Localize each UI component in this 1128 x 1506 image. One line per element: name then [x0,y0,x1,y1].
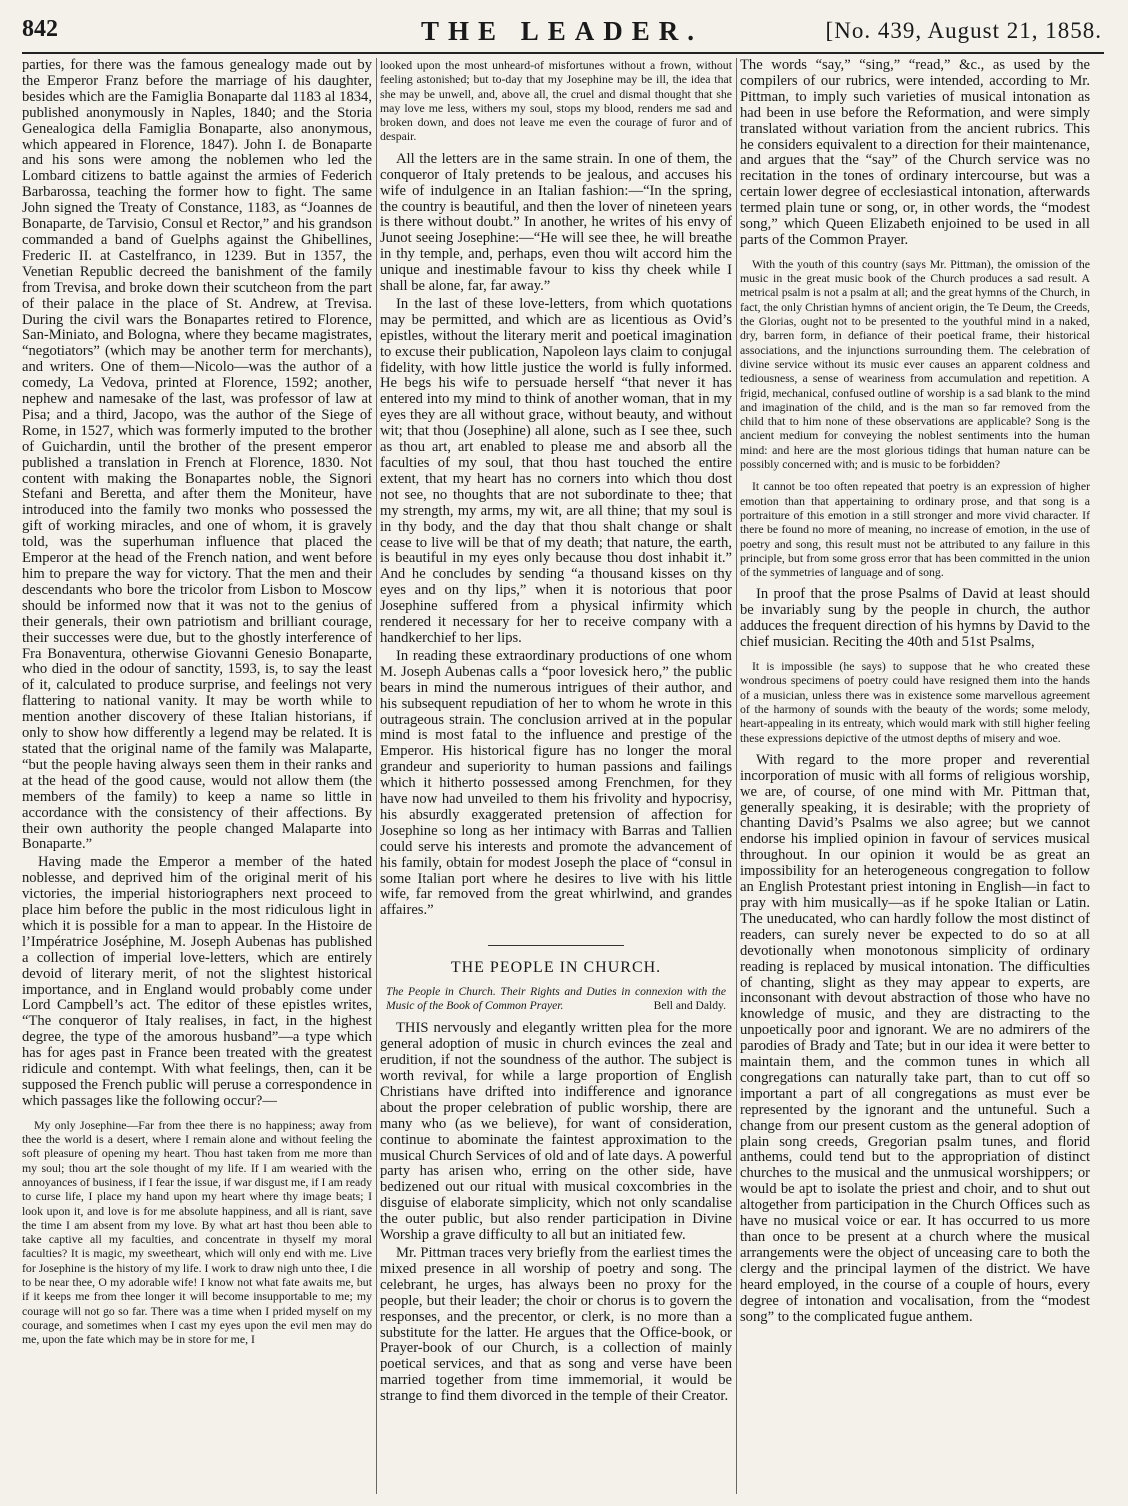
article-paragraph: Having made the Emperor a member of the hated noblesse, and deprived him of the original merit of his victories, the imperial historiographers next proceed to place him before the public in the most ridiculous light in which it is possible for a man to appear. In the Histoire de l’Impératrice Joséphine, M. Joseph Aubenas has published a collection of imperial love-letters, which are entirely devoid of literary merit, of not the slightest historical importance, and in England would probably come under Lord Campbell’s act. The editor of these epistles writes, “The conqueror of Italy realises, in fact, in the highest degree, the type of the amorous husband”—a type which has for ages past in France been treated with the greatest ridicule and contempt. With what feelings, then, can it be supposed the French public will peruse a correspondence in which passages like the following occur?— [22,854,372,1109]
column-divider [736,58,737,1494]
page-number: 842 [22,16,58,42]
review-paragraph: The words “say,” “sing,” “read,” &c., as used by the compilers of our rubrics, were intended, according to Mr. Pittman, to imply such varieties of musical intonation as had been in use before the Reformation, and were simply translated without variation from the ancient rubrics. This he considers equivalent to a direction for their maintenance, and argues that the “say” of the Church service was no recitation in the tones of ordinary intercourse, but was a certain lower degree of ecclesiastical intonation, afterwards termed plain tune or song, or, in other words, the “modest song,” which Queen Elizabeth enjoined to be used in all parts of the Common Prayer. [740,58,1090,248]
article-paragraph: In the last of these love-letters, from which quotations may be permitted, and which are as licentious as Ovid’s epistles, without the literary merit and poetical imagination to excuse their publication, Napoleon lays claim to conjugal fidelity, with how little justice the world is fully informed. He begs his wife to persuade herself “that never it has entered into my mind to think of another woman, that in my eyes they are all without grace, without beauty, and without wit; that thou (Josephine) all alone, such as I see thee, such as thou art, art enabled to please me and absorb all the faculties of my soul, that thou hast touched the entire extent, that my heart has no corners into which thou dost not see, no thoughts that are not subordinate to thee; that my strength, my arms, my wit, are all thine; that my soul is in thy body, and the day that thou shalt change or shalt cease to live will be that of my death; that nature, the earth, is beautiful in my eyes only because thou dost inhabit it.” And he concludes by sending “a thousand kisses on thy eyes and on thy lips,” when it is notorious that poor Josephine suffered from a physical infirmity which rendered it necessary for her to receive company with a handkerchief to her lips. [380,295,732,646]
book-publisher: Bell and Daldy. [653,999,726,1013]
quoted-letter: My only Josephine—Far from thee there is no happiness; away from thee the world is a desert, where I remain alone and without feeling the soft pleasure of opening my heart. Thou hast taken from me more than my soul; thou art the sole thought of my life. If I am wearied with the annoyances of business, if I fear the issue, if war disgust me, if I am ready to curse life, I place my hand upon my heart where thy image beats; I look upon it, and love is for me absolute happiness, and all is riant, save the time I am absent from my love. By what art hast thou been able to take captive all my faculties, and concentrate in thyself my moral faculties? It is magic, my sweetheart, which will only end with me. Live for Josephine is the history of my life. I work to draw nigh unto thee, I die to be near thee, O my adorable wife! I know not what fate awaits me, but if it keeps me from thee longer it will become insupportable to me; my courage will not go so far. There was a time when I prided myself on my courage, and sometimes when I cast my eyes upon the evil men may do me, upon the fate which may be in store for me, I [22,1117,372,1347]
article-paragraph: parties, for there was the famous genealogy made out by the Emperor Franz before the marriage of his daughter, besides which are the Famiglia Bonaparte dal 1183 al 1834, published anonymously in Naples, 1840; and the Storia Genealogica della Famiglia Bonaparte, also anonymous, which appeared in Florence, 1847). John I. de Bonaparte and his sons were among the noblemen who led the Lombard citizens to battle against the armies of Federich Barbarossa, teaching the former how to fight. The same John signed the Treaty of Constance, 1183, as “Joannes de Bonaparte, de Tarvisio, Consul et Rector,” and his grandson commanded a band of Guelphs against the Ghibellines, Frederic II. at Castelfranco, in 1239. But in 1357, the Venetian Republic decreed the banishment of the family from Trevisa, and broke down their scutcheon from the part of their palace in the place of St. Andrew, at Trevisa. During the civil wars the Bonapartes retired to Florence, San-Miniato, and Bologna, where they became magistrates, “negotiators” (which may be another term for merchants), and writers. One of them—Nicolo—was the author of a comedy, La Vedova, printed at Florence, 1592; another, nephew and namesake of the last, was professor of law at Pisa; and a third, Jacopo, was the author of the Siege of Rome, in 1527, which was formerly imputed to the brother of Guichardin, until the brother of the present emperor published a translation in French at Florence, 1830. Not content with making the Bonapartes noble, the Signori Stefani and Beretta, and after them the Moniteur, have introduced into the family two monks who possessed the gift of working miracles, and one of whom, it is gravely told, was the superhuman influence that placed the Emperor at the head of the French nation, and went before him to prepare the way for victory. That the men and their descendants who bore the tricolor from Lisbon to Moscow should be informed now that it was not to the genius of their generals, their own patriotism and brilliant courage, their successes were due, but to the ghostly interference of Fra Bonaventura, otherwise Giovanni Genesio Bonaparte, who died in the odour of sanctity, 1593, is, to say the least of it, calculated to produce surprise, and feelings not very flattering to national vanity. It may be worth while to mention another discovery of these Italian historians, if only to show how differently a legend may be related. It is stated that the original name of the family was Malaparte, “but the people having always seen them in their ranks and at the head of the good cause, would not allow them (the members of the family) to keep a name so little in accordance with the consistency of their affections. By their own authority the people changed Malaparte into Bonaparte.” [22,58,372,853]
article-paragraph: In reading these extraordinary productions of one whom M. Joseph Aubenas calls a “poor lovesick hero,” the public bears in mind the numerous intrigues of their author, and his subsequent repudiation of her to whom he wrote in this outrageous strain. The conclusion arrived at in the popular mind is most fatal to the influence and prestige of the Emperor. His historical figure has no longer the moral grandeur and superiority to human passions and failings which it hitherto possessed among Frenchmen, for they have now had unveiled to them his frivolity and hypocrisy, his absurdly exaggerated pretension of affection for Josephine so long as her intimacy with Barras and Tallien could serve his interests and promote the advancement of his family, obtain for modest Joseph the place of “consul in some Italian port where he desires to live with his little wife, far removed from the great whirlwind, and grandes affaires.” [380,647,732,919]
column-1 [22,58,372,1498]
masthead-title: THE LEADER. [420,16,704,46]
book-reference [386,985,726,1013]
block-quote: With the youth of this country (says Mr. Pittman), the omission of the music in the great music book of the Church produces a sad result. A metrical psalm is not a psalm at all; and the great hymns of the Church, in fact, the only Christian hymns of ancient origin, the Te Deum, the Creeds, the Glorias, ought not to be presented to the youthful mind in a naked, dry, barren form, in defiance of their poetical frame, their historical associations, and the injunctions surrounding them. The celebration of divine service without its music ever causes an apparent coldness and tediousness, a sense of weariness from accumulation and repetition. A frigid, mechanical, confused outline of worship is a sad blank to the mind and imagination of the child, and is the man so far removed from the child that to him none of these observations are applicable? Song is the ancient medium for conveying the noblest sentiments into the human mind: and here are the most glorious tidings that human nature can be possibly concerned with; and is music to be forbidden? [740,256,1090,472]
column-divider [376,58,377,1494]
review-paragraph: In proof that the prose Psalms of David at least should be invariably sung by the people in church, the author adduces the frequent direction of his hymns by David to the chief musician. Reciting the 40th and 51st Psalms, [740,586,1090,651]
article-paragraph: All the letters are in the same strain. In one of them, the conqueror of Italy pretends to be jealous, and accuses his wife of indulgence in an Italian fashion:—“In the spring, the country is beautiful, and then the lover of nineteen years is there without doubt.” In another, he writes of his envy of Junot seeing Josephine:—“He will see thee, he will breathe in thy temple, and, perhaps, even thou wilt accord him the unique and inestimable favour to kiss thy cheek while I shall be alone, far, far away.” [380,150,732,295]
block-quote: It cannot be too often repeated that poetry is an expression of higher emotion than that appertaining to ordinary prose, and that song is a portraiture of this emotion in a still stronger and more vivid character. If there be found no more of meaning, no increase of emotion, in the use of poetry and song, this result must not be attributed to any failure in this principle, but from some gross error that has been committed in the union of the symmetries of language and of song. [740,479,1090,580]
issue-date: [No. 439, August 21, 1858. [825,18,1102,43]
column-3 [740,58,1090,1498]
column-2 [380,58,732,1498]
book-title: The People in Church. Their Rights and Duties in connexion with the Music of the Book of Common Prayer. [386,985,726,1013]
block-quote: It is impossible (he says) to suppose that he who created these wondrous specimens of poetry could have resigned them into the hands of a musician, unless there was in existence some marvellous agreement of the harmony of sounds with the beauty of the words; some melody, heart-appealing in its entreaty, which would mark with still higher feeling these expressions depictive of the utmost depths of misery and woe. [740,659,1090,745]
quoted-letter-continued: looked upon the most unheard-of misfortunes without a frown, without feeling astonished; but to-day that my Josephine may be ill, the idea that she may be unwell, and, above all, the cruel and dismal thought that she may love me less, withers my soul, stops my blood, renders me sad and broken down, and does not leave me even the courage of furor and of despair. [380,58,732,144]
header-rule [22,52,1104,54]
page-header [22,14,1102,54]
review-paragraph: With regard to the more proper and reverential incorporation of music with all forms of religious worship, we are, of course, of one mind with Mr. Pittman that, generally speaking, it is desirable; with the propriety of chanting David’s Psalms we also agree; but we cannot endorse his implied opinion in favour of services musical throughout. In our opinion it would be as great an impossibility for an heterogeneous congregation to follow an English Protestant priest intoning in English—in fact to pray with him musically—as if he spoke Italian or Latin. The uneducated, who can hardly follow the most distinct of readers, can surely never be expected to do so at all devotionally when monotonous simplicity of ordinary reading is replaced by musical intonation. The difficulties of chanting, slight as they may appear to experts, are inconsonant with devout abstraction of those who have no knowledge of music, and they are distracting to the unpoetically poor and ignorant. We are no admirers of the parodies of Brady and Tate; but in our idea it were better to maintain them, and the common tunes in which all congregations can naturally take part, than to cut off so important a part of all congregations as must ever be represented by the ignorant and the untuneful. Such a change from our present custom as the general adoption of plain song creeds, Gregorian psalm tunes, and florid anthems, could tend but to the appropriation of distinct churches to the musical and the unmusical worshippers; or would be apt to isolate the priest and choir, and to shut out altogether from participation in the Church Offices such as have no musical voice or ear. It has occurred to us more than once to be present at a church where the musical arrangements were the object of unceasing care to both the clergy and the principal laymen of the district. We have heard employed, in the course of a couple of hours, every degree of intonation and vocalisation, from the “modest song” to the complicated fugue anthem. [740,751,1090,1325]
review-paragraph: Mr. Pittman traces very briefly from the earliest times the mixed presence in all worship of poetry and song. The celebrant, he urges, has always been no proxy for the people, but their leader; the choir or chorus is to govern the responses, and the precentor, or clerk, is no more than a substitute for the latter. He argues that the Office-book, or Prayer-book of our Church, is a collection of mainly poetical services, and that as song and verse have been married together from time immemorial, it would be strange to find them divorced in the temple of their Creator. [380,1244,732,1405]
section-heading: THE PEOPLE IN CHURCH. [380,945,732,977]
review-paragraph: THIS nervously and elegantly written plea for the more general adoption of music in church evinces the zeal and erudition, if not the soundness of the author. The subject is worth revival, for while a large proportion of English Christians have drifted into indifference and ignorance about the proper celebration of public worship, there are many who (as we believe), for want of consideration, continue to abominate the faintest approximation to the musical Church Services of old and of late days. A powerful party has arisen who, erring on the other side, have bedizened out our ritual with musical coxcombries in the disguise of elaborate simplicity, which not only scandalise the outer public, but also render participation in Divine Worship a grave difficulty to all but an initiated few. [380,1020,732,1244]
